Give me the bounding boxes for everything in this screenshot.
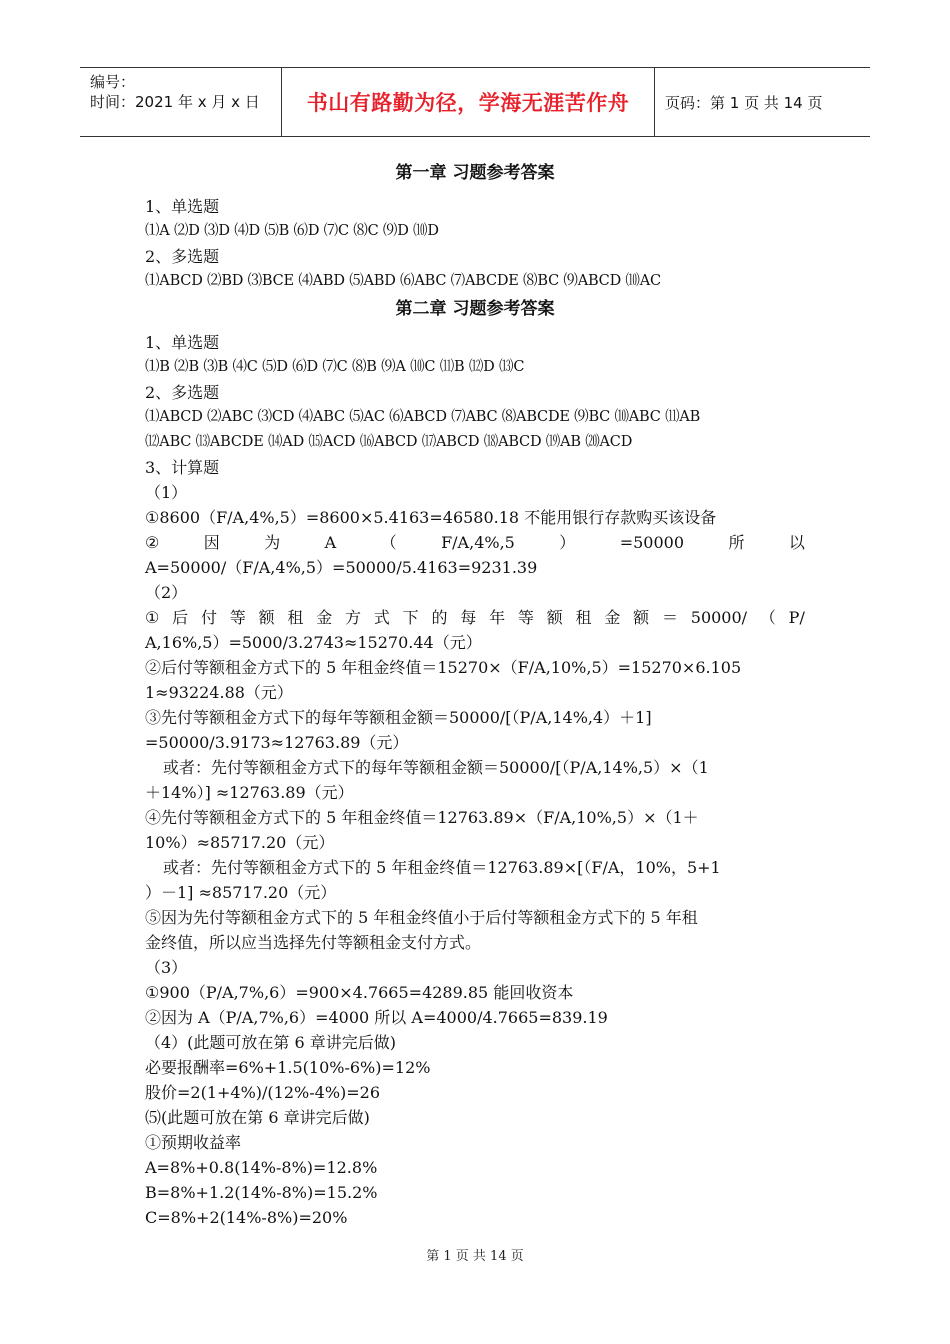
q2-a-part: ＝ — [661, 608, 678, 627]
q5-a: ①预期收益率 — [145, 1133, 242, 1152]
ch1-multi-choice-title: 2、多选题 — [145, 247, 220, 266]
answer-content — [145, 158, 805, 1230]
q1-b-cont: A=50000/（F/A,4%,5）=50000/5.4163=9231.39 — [145, 558, 538, 577]
q2-a-part: 50000/ — [690, 608, 748, 627]
q2-a-part: 租 — [575, 608, 592, 627]
q2-a-part: 租 — [287, 608, 304, 627]
q2-a-part: 年 — [489, 608, 506, 627]
q5-b: A=8%+0.8(14%-8%)=12.8% — [145, 1158, 378, 1177]
page-code: 页码：第 1 页 共 14 页 — [665, 93, 823, 112]
q1-a: ①8600（F/A,4%,5）=8600×5.4163=46580.18 不能用银行存款购买该设备 — [145, 508, 717, 527]
q3-b: ②因为 A（P/A,7%,6）=4000 所以 A=4000/4.7665=839.19 — [145, 1008, 608, 1027]
q3-label: （3） — [145, 958, 188, 977]
chapter-1-title: 第一章 习题参考答案 — [395, 163, 555, 183]
q2-d-alt-cont: ）－1] ≈85717.20（元） — [145, 883, 337, 902]
ch2-multi-choice-answers-2: ⑿ABC ⒀ABCDE ⒁AD ⒂ACD ⒃ABCD ⒄ABCD ⒅ABCD ⒆AB ⒇ACD — [145, 434, 633, 450]
q2-c-alt-cont: ＋14%）] ≈12763.89（元） — [145, 783, 354, 802]
q2-b-cont: 1≈93224.88（元） — [145, 683, 293, 702]
q2-a-part: 下 — [402, 608, 419, 627]
q2-d-alt: 或者：先付等额租金方式下的 5 年租金终值＝12763.89×[（F/A，10%，5+1 — [163, 858, 721, 877]
q2-a-part: 式 — [373, 608, 390, 627]
header-page-code — [655, 68, 870, 136]
q2-b: ②后付等额租金方式下的 5 年租金终值＝15270×（F/A,10%,5）=15270×6.105 — [145, 658, 742, 677]
ch2-single-choice-title: 1、单选题 — [145, 333, 220, 352]
q2-a-cont: A,16%,5）=5000/3.2743≈15270.44（元） — [145, 633, 482, 652]
header-meta — [80, 68, 282, 136]
ch1-multi-choice-answers: ⑴ABCD ⑵BD ⑶BCE ⑷ABD ⑸ABD ⑹ABC ⑺ABCDE ⑻BC ⑼ABCD ⑽AC — [145, 273, 661, 289]
q2-c: ③先付等额租金方式下的每年等额租金额＝50000/[（P/A,14%,4）＋1] — [145, 708, 652, 727]
time-label: 时间：2021 年 x 月 x 日 — [90, 93, 260, 111]
q2-a-part: 等 — [517, 608, 534, 627]
q2-a-part: 付 — [200, 608, 217, 627]
q2-a-part: 每 — [460, 608, 477, 627]
q1-b-part: 为 — [264, 533, 281, 552]
chapter-2-title: 第二章 习题参考答案 — [395, 299, 555, 319]
motto: 书山有路勤为径，学海无涯苦作舟 — [306, 91, 630, 115]
q2-a-part: 金 — [604, 608, 621, 627]
q1-b-part: ② — [145, 533, 160, 552]
q2-a-part: 额 — [633, 608, 650, 627]
q1-b-part: （ — [380, 533, 397, 552]
page-header — [80, 67, 870, 137]
q2-e-cont: 金终值，所以应当选择先付等额租金支付方式。 — [145, 933, 482, 952]
q1-b-part: =50000 — [619, 533, 685, 552]
number-label: 编号： — [90, 73, 136, 91]
q2-d: ④先付等额租金方式下的 5 年租金终值＝12763.89×（F/A,10%,5）×（1＋ — [145, 808, 699, 827]
q1-b-part: ） — [559, 533, 576, 552]
header-motto-cell — [282, 68, 655, 136]
q1-b-part: A — [324, 533, 337, 552]
q2-a-part: 方 — [345, 608, 362, 627]
q2-a-part: 等 — [229, 608, 246, 627]
q3-a: ①900（P/A,7%,6）=900×4.7665=4289.85 能回收资本 — [145, 983, 574, 1002]
ch2-multi-choice-title: 2、多选题 — [145, 383, 220, 402]
ch2-calc-title: 3、计算题 — [145, 458, 220, 477]
q1-b-part: 所 — [728, 533, 745, 552]
q2-a-part: （ — [759, 608, 776, 627]
ch2-single-choice-answers: ⑴B ⑵B ⑶B ⑷C ⑸D ⑹D ⑺C ⑻B ⑼A ⑽C ⑾B ⑿D ⒀C — [145, 359, 525, 375]
q2-a-part: 的 — [431, 608, 448, 627]
q5-d: C=8%+2(14%-8%)=20% — [145, 1208, 348, 1227]
ch1-single-choice-title: 1、单选题 — [145, 197, 220, 216]
q1-b-part: 因 — [203, 533, 220, 552]
q2-a-part: 后 — [172, 608, 189, 627]
q2-a-part: ① — [145, 608, 160, 627]
q5-c: B=8%+1.2(14%-8%)=15.2% — [145, 1183, 378, 1202]
q2-label: （2） — [145, 583, 188, 602]
q5-label: ⑸(此题可放在第 6 章讲完后做) — [145, 1108, 370, 1127]
q2-a-part: P/ — [788, 608, 805, 627]
page-footer: 第 1 页 共 14 页 — [426, 1249, 524, 1264]
q1-b-part: 以 — [788, 533, 805, 552]
q2-d-cont: 10%）≈85717.20（元） — [145, 833, 335, 852]
q2-a — [145, 605, 805, 630]
q1-b-part: F/A,4%,5 — [441, 533, 515, 552]
q4-b: 股价=2(1+4%)/(12%-4%)=26 — [145, 1083, 381, 1102]
ch2-multi-choice-answers-1: ⑴ABCD ⑵ABC ⑶CD ⑷ABC ⑸AC ⑹ABCD ⑺ABC ⑻ABCDE ⑼BC ⑽ABC ⑾AB — [145, 409, 701, 425]
q1-b — [145, 530, 805, 555]
q1-label: （1） — [145, 483, 188, 502]
q2-a-part: 额 — [258, 608, 275, 627]
ch1-single-choice-answers: ⑴A ⑵D ⑶D ⑷D ⑸B ⑹D ⑺C ⑻C ⑼D ⑽D — [145, 223, 439, 239]
q2-c-cont: =50000/3.9173≈12763.89（元） — [145, 733, 409, 752]
q4-label: （4）(此题可放在第 6 章讲完后做) — [145, 1033, 397, 1052]
q2-c-alt: 或者：先付等额租金方式下的每年等额租金额＝50000/[（P/A,14%,5）×（1 — [163, 758, 709, 777]
q2-a-part: 金 — [316, 608, 333, 627]
q2-a-part: 额 — [546, 608, 563, 627]
q2-e: ⑤因为先付等额租金方式下的 5 年租金终值小于后付等额租金方式下的 5 年租 — [145, 908, 698, 927]
q4-a: 必要报酬率=6%+1.5(10%-6%)=12% — [145, 1058, 431, 1077]
